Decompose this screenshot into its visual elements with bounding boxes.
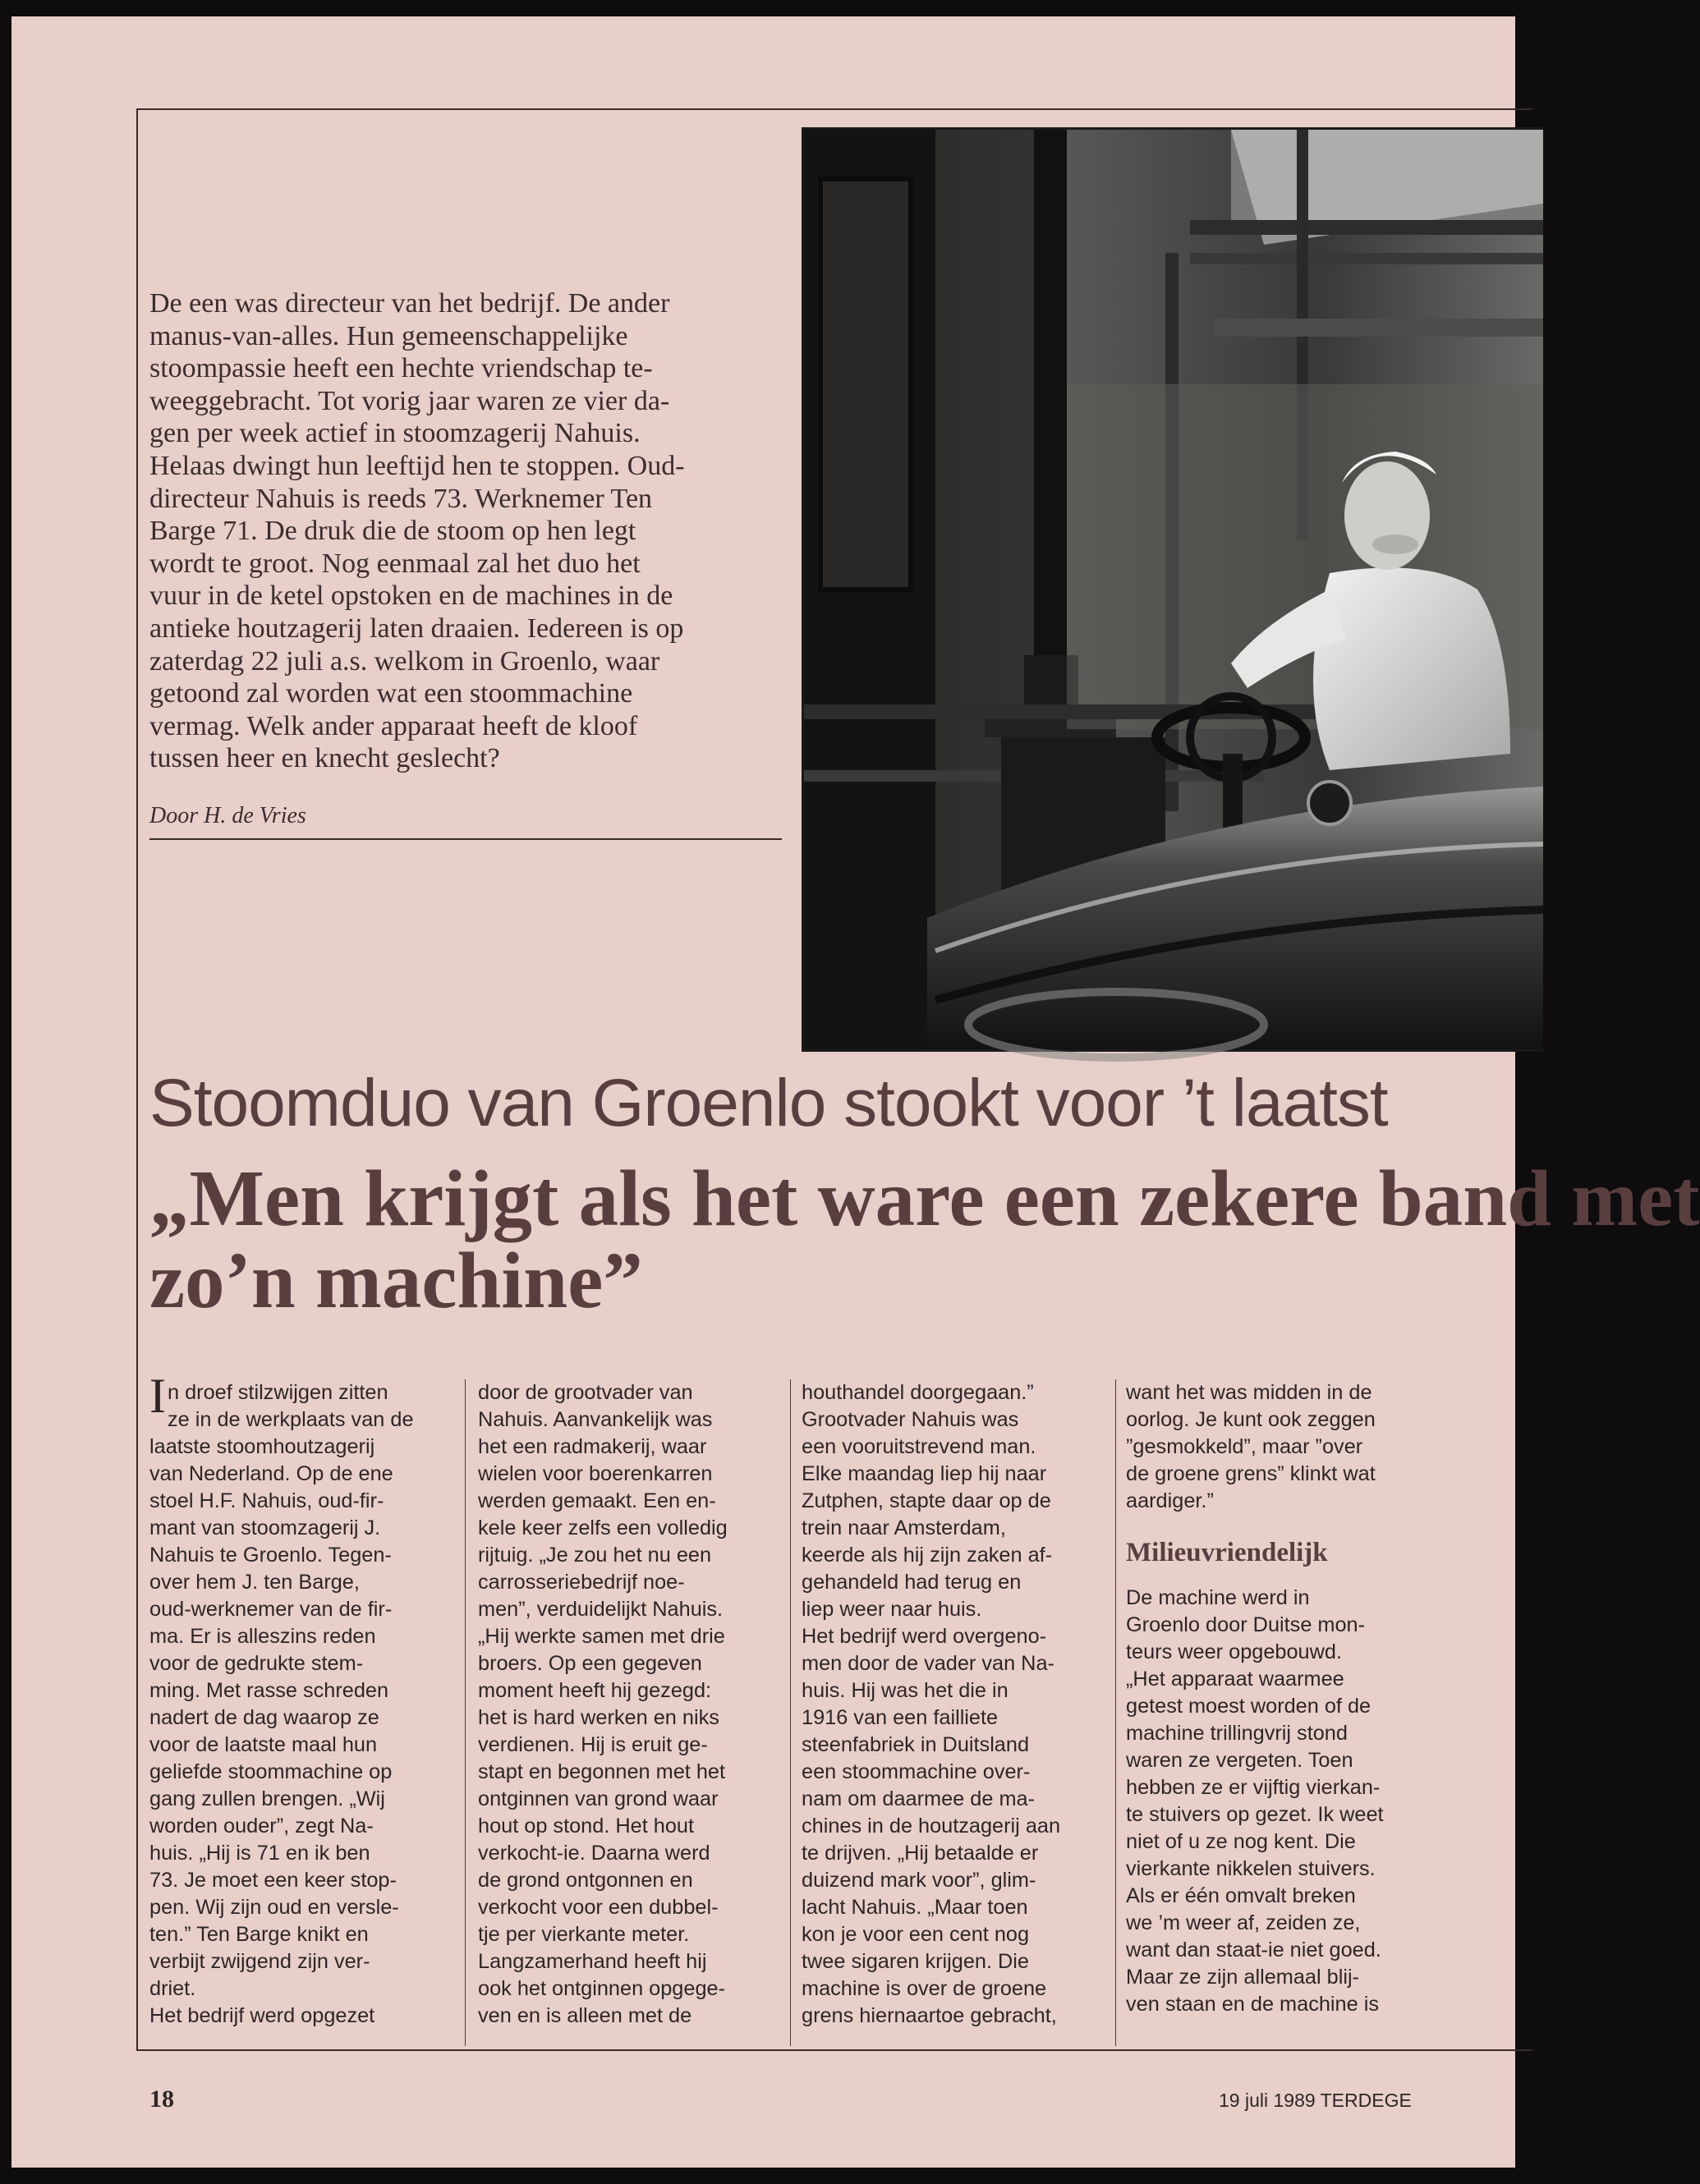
intro-line: zaterdag 22 juli a.s. welkom in Groenlo, waar: [149, 645, 660, 677]
column-rule: [790, 1379, 791, 2046]
intro-line: directeur Nahuis is reeds 73. Werknemer Ten: [149, 483, 653, 514]
column-rule: [465, 1379, 466, 2046]
column-line: gehandeld had terug en: [802, 1571, 1022, 1594]
article-column-4: [1126, 1379, 1430, 2018]
frame-rule-left: [136, 108, 138, 2049]
column-line: want dan staat-ie niet goed.: [1126, 1939, 1381, 1961]
column-line: hout op stond. Het hout: [478, 1815, 694, 1838]
column-line: Groenlo door Duitse mon-: [1126, 1613, 1366, 1636]
intro-line: Barge 71. De druk die de stoom op hen legt: [149, 516, 636, 547]
headline: [149, 1154, 1700, 1324]
column-line: huis. Hij was het die in: [802, 1679, 1009, 1702]
column-line: van Nederland. Op de ene: [149, 1462, 393, 1485]
column-line: Nahuis te Groenlo. Tegen-: [149, 1544, 392, 1567]
column-line: machine trillingvrij stond: [1126, 1722, 1348, 1745]
column-line: het een radmakerij, waar: [478, 1435, 707, 1458]
kicker-title: Stoomduo van Groenlo stookt voor ’t laatst: [149, 1066, 1388, 1140]
column-line: laatste stoomhoutzagerij: [149, 1435, 375, 1458]
column-line: gang zullen brengen. „Wij: [149, 1787, 385, 1810]
column-line: hebben ze er vijftig vierkan-: [1126, 1776, 1381, 1799]
column-line: twee sigaren krijgen. Die: [802, 1950, 1029, 1973]
column-line: huis. „Hij is 71 en ik ben: [149, 1842, 370, 1865]
column-line: te drijven. „Hij betaalde er: [802, 1842, 1039, 1865]
column-line: te stuivers op gezet. Ik weet: [1126, 1803, 1384, 1826]
page-number: 18: [149, 2085, 174, 2113]
frame-rule-bottom: [136, 2049, 1532, 2051]
column-line: verdienen. Hij is eruit ge-: [478, 1733, 708, 1756]
column-line: geliefde stoommachine op: [149, 1760, 393, 1783]
column-line: trein naar Amsterdam,: [802, 1516, 1006, 1539]
column-rule: [1115, 1379, 1116, 2046]
intro-line: vermag. Welk ander apparaat heeft de kloof: [149, 710, 638, 741]
column-line: worden ouder”, zegt Na-: [149, 1815, 374, 1838]
column-line: een vooruitstrevend man.: [802, 1435, 1036, 1458]
column-line: vierkante nikkelen stuivers.: [1126, 1857, 1376, 1880]
column-line: Zutphen, stapte daar op de: [802, 1489, 1051, 1512]
column-line: verkocht voor een dubbel-: [478, 1896, 719, 1919]
column-line: de groene grens” klinkt wat: [1126, 1462, 1376, 1485]
column-line: voor de laatste maal hun: [149, 1733, 378, 1756]
column-line: Het bedrijf werd overgeno-: [802, 1625, 1047, 1648]
headline-line: „Men krijgt als het ware een zekere band met: [149, 1154, 1700, 1242]
column-line: duizend mark voor”, glim-: [802, 1869, 1036, 1892]
intro-line: vuur in de ketel opstoken en de machines in de: [149, 580, 673, 612]
article-column-1: [149, 1369, 453, 2030]
column-line: chines in de houtzagerij aan: [802, 1815, 1061, 1838]
headline-line: zo’n machine”: [149, 1237, 643, 1324]
column-line: Nahuis. Aanvankelijk was: [478, 1408, 713, 1431]
column-line: Langzamerhand heeft hij: [478, 1950, 707, 1973]
column-line: aardiger.”: [1126, 1489, 1214, 1512]
column-line: 1916 van een failliete: [802, 1706, 999, 1729]
column-line: ma. Er is alleszins reden: [149, 1625, 376, 1648]
column-line: kele keer zelfs een volledig: [478, 1516, 728, 1539]
intro-line: getoond zal worden wat een stoommachine: [149, 678, 633, 709]
column-line: kon je voor een cent nog: [802, 1923, 1030, 1946]
column-line: Grootvader Nahuis was: [802, 1408, 1019, 1431]
column-line: ming. Met rasse schreden: [149, 1679, 389, 1702]
column-line: ”gesmokkeld”, maar ”over: [1126, 1435, 1363, 1458]
column-line: teurs weer opgebouwd.: [1126, 1640, 1342, 1663]
column-line: getest moest worden of de: [1126, 1695, 1371, 1718]
issue-footer: 19 juli 1989 TERDEGE: [1219, 2090, 1412, 2111]
column-line: een stoommachine over-: [802, 1760, 1031, 1783]
intro-line: antieke houtzagerij laten draaien. Iedereen is op: [149, 613, 684, 644]
column-line: stapt en begonnen met het: [478, 1760, 725, 1783]
column-line: ten.” Ten Barge knikt en: [149, 1923, 369, 1946]
photo-illustration: [804, 130, 1543, 1049]
column-line: stoel H.F. Nahuis, oud-fir-: [149, 1489, 384, 1512]
article-column-2: [478, 1379, 786, 2030]
column-line: „Hij werkte samen met drie: [478, 1625, 725, 1648]
intro-line: gen per week actief in stoomzagerij Nahuis.: [149, 418, 641, 449]
column-line: voor de gedrukte stem-: [149, 1652, 364, 1675]
column-line: mant van stoomzagerij J.: [149, 1516, 381, 1539]
column-line: waren ze vergeten. Toen: [1126, 1749, 1353, 1772]
intro-line: Helaas dwingt hun leeftijd hen te stoppen. Oud-: [149, 450, 685, 481]
column-line: Als er één omvalt breken: [1126, 1884, 1356, 1907]
column-line: machine is over de groene: [802, 1977, 1047, 2000]
drop-cap: I: [149, 1369, 166, 1423]
column-line: pen. Wij zijn oud en versle-: [149, 1896, 399, 1919]
column-line: liep weer naar huis.: [802, 1598, 982, 1621]
intro-line: tussen heer en knecht geslecht?: [149, 743, 500, 774]
column-line: Elke maandag liep hij naar: [802, 1462, 1047, 1485]
column-line: tje per vierkante meter.: [478, 1923, 690, 1946]
column-line: „Het apparaat waarmee: [1126, 1668, 1344, 1691]
column-line: de grond ontgonnen en: [478, 1869, 693, 1892]
column-line: het is hard werken en niks: [478, 1706, 719, 1729]
column-line: oud-werknemer van de fir-: [149, 1598, 393, 1621]
column-line: oorlog. Je kunt ook zeggen: [1126, 1408, 1376, 1431]
column-line: keerde als hij zijn zaken af-: [802, 1544, 1053, 1567]
article-column-3: [802, 1379, 1110, 2030]
column-line: niet of u ze nog kent. Die: [1126, 1830, 1356, 1853]
column-line: ze in de werkplaats van de: [167, 1408, 414, 1431]
column-line: werden gemaakt. Een en-: [478, 1489, 716, 1512]
section-subhead: Milieuvriendelijk: [1126, 1538, 1328, 1567]
column-line: grens hiernaartoe gebracht,: [802, 2004, 1057, 2027]
column-line: nam om daarmee de ma-: [802, 1787, 1036, 1810]
intro-line: wordt te groot. Nog eenmaal zal het duo het: [149, 548, 641, 579]
column-line: 73. Je moet een keer stop-: [149, 1869, 397, 1892]
column-line: nadert de dag waarop ze: [149, 1706, 379, 1729]
column-line: Maar ze zijn allemaal blij-: [1126, 1966, 1359, 1989]
column-line: ontginnen van grond waar: [478, 1787, 719, 1810]
column-line: steenfabriek in Duitsland: [802, 1733, 1030, 1756]
steam-machine-photo: [802, 127, 1543, 1052]
magazine-page: [11, 16, 1700, 2168]
column-line: Het bedrijf werd opgezet: [149, 2004, 375, 2027]
intro-line: manus-van-alles. Hun gemeenschappelijke: [149, 320, 628, 351]
column-line: verkocht-ie. Daarna werd: [478, 1842, 710, 1865]
column-line: De machine werd in: [1126, 1586, 1310, 1609]
column-line: moment heeft hij gezegd:: [478, 1679, 712, 1702]
column-line: verbijt zwijgend zijn ver-: [149, 1950, 370, 1973]
column-line: over hem J. ten Barge,: [149, 1571, 360, 1594]
column-line: ook het ontginnen opgege-: [478, 1977, 726, 2000]
intro-line: weeggebracht. Tot vorig jaar waren ze vier da-: [149, 385, 670, 416]
column-line: lacht Nahuis. „Maar toen: [802, 1896, 1028, 1919]
column-line: houthandel doorgegaan.”: [802, 1381, 1034, 1404]
column-line: we ’m weer af, zeiden ze,: [1126, 1911, 1361, 1934]
column-line: broers. Op een gegeven: [478, 1652, 702, 1675]
column-line: ven staan en de machine is: [1126, 1993, 1379, 2016]
column-line: rijtuig. „Je zou het nu een: [478, 1544, 712, 1567]
column-line: men door de vader van Na-: [802, 1652, 1054, 1675]
intro-text: [149, 287, 788, 775]
column-line: n droef stilzwijgen zitten: [167, 1381, 388, 1404]
intro-line: De een was directeur van het bedrijf. De ander: [149, 288, 670, 319]
column-line: men”, verduidelijkt Nahuis.: [478, 1598, 724, 1621]
column-line: carrosseriebedrijf noe-: [478, 1571, 685, 1594]
intro-line: stoompassie heeft een hechte vriendschap te-: [149, 353, 653, 384]
column-line: driet.: [149, 1977, 196, 2000]
frame-rule-top: [136, 108, 1532, 110]
column-line: wielen voor boerenkarren: [478, 1462, 713, 1485]
column-line: ven en is alleen met de: [478, 2004, 692, 2027]
column-line: want het was midden in de: [1126, 1381, 1372, 1404]
column-line: door de grootvader van: [478, 1381, 693, 1404]
byline-rule: [149, 838, 782, 840]
byline: Door H. de Vries: [149, 803, 306, 828]
